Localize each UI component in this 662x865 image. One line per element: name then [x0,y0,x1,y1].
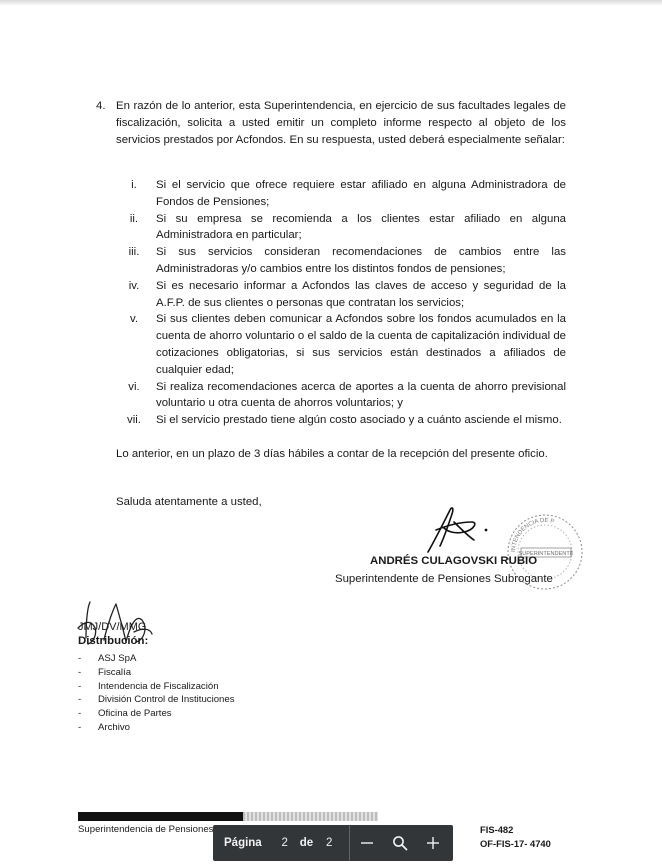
page-top-edge [0,0,662,6]
list-item [78,693,235,707]
list-item [116,412,566,429]
current-page-input[interactable]: 2 [281,837,288,849]
list-dash: - [78,666,82,678]
signature-icon [410,500,500,560]
salutation: Saluda atentamente a usted, [116,496,262,508]
list-item [78,652,235,666]
paragraph-4 [96,98,566,148]
stamp-text-mid: SUPERINTENDENTE [518,551,574,557]
page-of-label: de [299,837,314,849]
item-text: Si su empresa se recomienda a los clientes estar afiliado en alguna Administradora en particular; [156,212,566,242]
zoom-fit-icon [392,835,408,851]
request-items-list [116,177,566,429]
deadline-paragraph: Lo anterior, en un plazo de 3 días hábiles a contar de la recepción del presente oficio. [116,448,548,460]
distribution-recipient: ASJ SpA [98,653,137,664]
item-numeral: iii. [128,246,140,259]
list-item [116,278,566,312]
list-dash: - [78,708,82,720]
total-pages: 2 [325,837,333,849]
svg-text:INTENDENCIA DE P [511,518,555,552]
item-numeral: ii. [129,212,139,225]
list-item [116,177,566,211]
footer-organization: Superintendencia de Pensiones [78,824,214,835]
page-label: Página [224,837,262,849]
author-initials: JMJ/DV/MMG [78,621,147,633]
list-item [116,311,566,378]
document-number: OF-FIS-17- 4740 [480,838,551,849]
list-item [116,211,566,245]
item-text: Si sus servicios consideran recomendaciones de cambios entre las Administradoras y/o cambios entre los distintos fondos de pensiones; [156,246,566,275]
zoom-in-button[interactable] [416,825,449,861]
redaction-bar [78,812,243,821]
zoom-out-button[interactable] [350,825,383,861]
item-numeral: vi. [128,380,140,393]
distribution-recipient: Intendencia de Fiscalización [98,680,219,692]
item-numeral: i. [131,179,137,191]
list-item [116,379,566,413]
distribution-recipient: Archivo [98,721,130,733]
list-dash: - [78,680,82,692]
list-item [116,244,566,278]
page-navigator-toolbar [213,825,453,861]
distribution-recipient: Oficina de Partes [98,708,172,720]
signer-name: ANDRÉS CULAGOVSKI RUBIO [370,555,538,567]
list-dash: - [78,694,82,706]
item-text: Si es necesario informar a Acfondos las claves de acceso y seguridad de la A.F.P. de sus clientes o personas que contratan los servicios; [156,279,566,309]
list-dash: - [78,653,82,664]
item-text: Si el servicio prestado tiene algún costo asociado y a cuánto asciende el mismo. [156,414,562,427]
reference-code: FIS-482 [480,824,514,835]
distribution-list [78,652,235,735]
item-numeral: vii. [127,414,141,427]
item-numeral: iv. [128,279,140,292]
item-text: Si el servicio que ofrece requiere estar afiliado en alguna Administradora de Fondos de Pensiones; [156,179,566,208]
distribution-recipient: Fiscalía [98,666,132,678]
list-dash: - [78,721,82,733]
distribution-title: Distribución: [78,635,149,647]
fit-to-page-button[interactable] [383,825,416,861]
paragraph-number: 4. [96,100,106,112]
redaction-smudge [243,812,378,821]
list-item [78,721,235,735]
paragraph-4-text: En razón de lo anterior, esta Superintendencia, en ejercicio de sus facultades legales de fiscalización, solicita a usted emitir un completo informe respecto al objeto de los servicios prestados por Acfondos. En su respuesta, usted deberá especialmente señalar: [116,100,566,146]
list-item [78,707,235,721]
minus-icon [360,836,374,850]
item-numeral: v. [129,313,138,326]
signer-title: Superintendente de Pensiones Subrogante [335,573,553,585]
item-text: Si realiza recomendaciones acerca de aportes a la cuenta de ahorro previsional voluntario u otra cuenta de ahorros voluntarios; y [156,380,566,410]
item-text: Si sus clientes deben comunicar a Acfondos sobre los fondos acumulados en la cuenta de ahorro voluntario o el saldo de la cuenta de capitalización individual de cotizaciones obligatorias, si sus servicios están destinados a afiliados de cualquier edad; [156,313,566,376]
list-item [78,666,235,680]
list-item [78,680,235,694]
stamp-text-top: INTENDENCIA DE P [510,517,555,553]
plus-icon [426,836,440,850]
distribution-recipient: División Control de Instituciones [98,694,235,706]
